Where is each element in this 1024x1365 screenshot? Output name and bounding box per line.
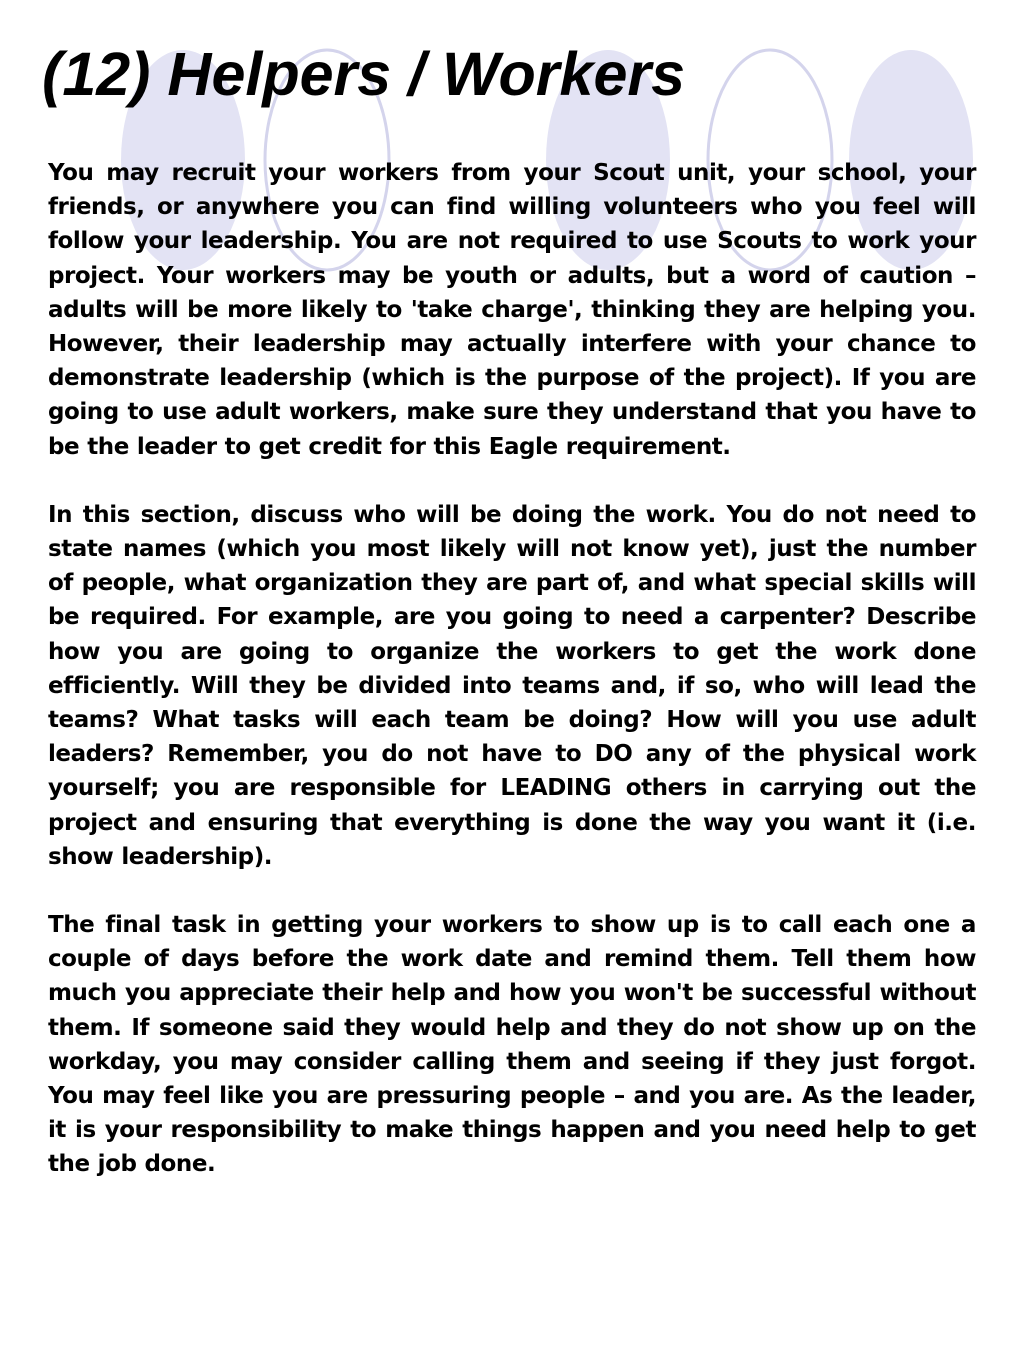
paragraph-who-does-work: In this section, discuss who will be doing the work. You do not need to state names (which you most likely will not know yet), just the number of people, what organization they are part of, and what special skills will be required. For example, are you going to need a carpenter? Describe how you are going to organize the workers to get the work done efficiently. Will they be divided into teams and, if so, who will lead the teams? What tasks will each team be doing? How will you use adult leaders? Remember, you do not have to DO any of the physical work yourself; you are responsible for LEADING others in carrying out the project and ensuring that everything is done the way you want it (i.e. show leadership). <box>48 501 976 870</box>
paragraph-recruiting: You may recruit your workers from your Scout unit, your school, your friends, or anywhere you can find willing volunteers who you feel will follow your leadership. You are not required to use Scouts to work your project. Your workers may be youth or adults, but a word of caution – adults will be more likely to 'take charge', thinking they are helping you. However, their leadership may actually interfere with your chance to demonstrate leadership (which is the purpose of the project). If you are going to use adult workers, make sure they understand that you have to be the leader to get credit for this Eagle requirement. <box>48 160 976 460</box>
page-title: (12) Helpers / Workers <box>42 40 686 108</box>
body-text <box>48 156 976 1182</box>
paragraph-reminders: The final task in getting your workers to show up is to call each one a couple of days before the work date and remind them. Tell them how much you appreciate their help and how you won't be successful without them. If someone said they would help and they do not show up on the workday, you may consider calling them and seeing if they just forgot. You may feel like you are pressuring people – and you are. As the leader, it is your responsibility to make things happen and you need help to get the job done. <box>48 912 976 1178</box>
